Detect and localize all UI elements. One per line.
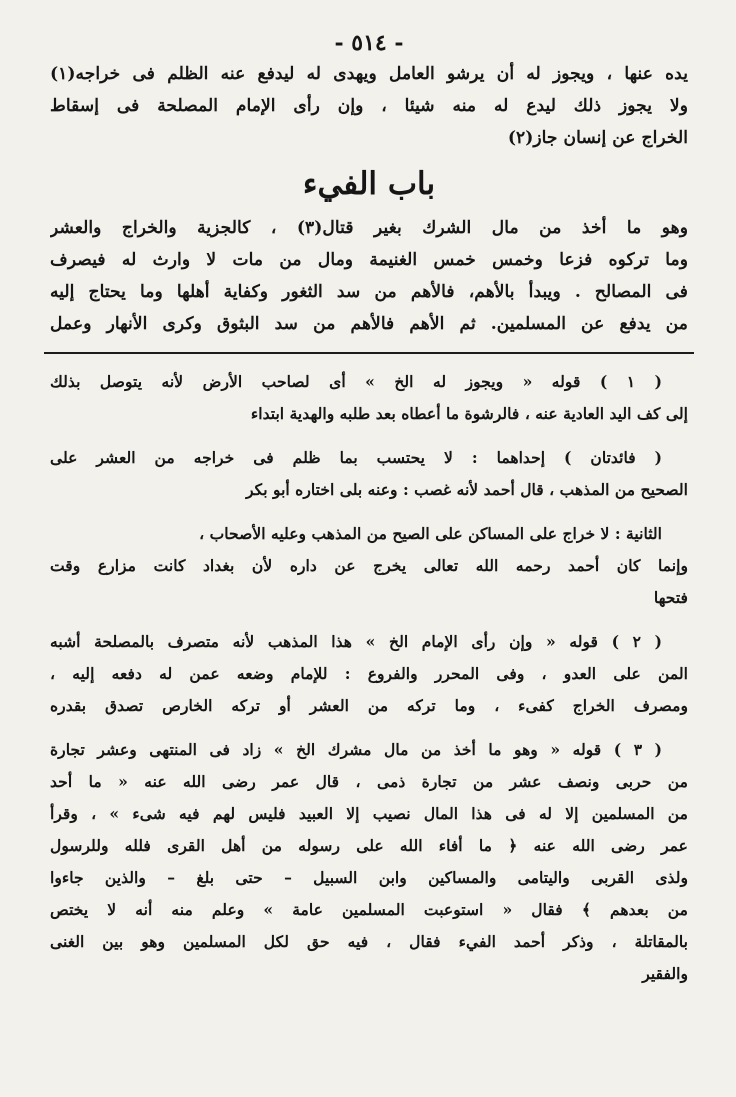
footnote-benefits: [50, 442, 688, 506]
main-text-body: [50, 212, 688, 340]
footnote-line: ( ٣ ) قوله « وهو ما أخذ من مال مشرك الخ » زاد فى المنتهى وعشر تجارة: [50, 740, 662, 759]
main-text-line: ولا يجوز ذلك ليدع له منه شيئا ، وإن رأى الإمام المصلحة فى إسقاط: [50, 96, 688, 116]
page-number: - ٥١٤ -: [334, 30, 404, 56]
main-text-top: [50, 58, 688, 154]
main-text-line: الخراج عن إنسان جاز(٢): [507, 128, 688, 148]
footnote-line: ( فائدتان ) إحداهما : لا يحتسب بما ظلم فى خراجه من العشر على: [50, 448, 662, 467]
footnote-line: من بعدهم ﴾ فقال « استوعبت المسلمين عامة » وعلم منه أنه لا يختص: [50, 900, 688, 919]
main-text-line: فى المصالح . ويبدأ بالأهم، فالأهم من سد الثغور وكفاية أهلها وما يحتاج إليه: [50, 282, 688, 302]
footnote-line: ولذى القربى واليتامى والمساكين وابن السبيل – حتى بلغ – والذين جاءوا: [50, 868, 688, 887]
footnote-second-benefit: [50, 518, 688, 614]
footnote-line: الصحيح من المذهب ، قال أحمد لأنه غصب : وعنه بلى اختاره أبو بكر: [246, 480, 688, 499]
footnote-line: ( ٢ ) قوله « وإن رأى الإمام الخ » هذا المذهب لأنه متصرف بالمصلحة أشبه: [50, 632, 662, 651]
main-text-line: من يدفع عن المسلمين. ثم الأهم فالأهم من سد البثوق وكرى الأنهار وعمل: [50, 314, 688, 334]
footnote-line: بالمقاتلة ، وذكر أحمد الفيء فقال ، فيه حق لكل المسلمين وهو بين الغنى: [50, 932, 688, 951]
footnote-line: والفقير: [642, 964, 688, 983]
footnote-line: ومصرف الخراج كفىء ، وما تركه من العشر أو تركه الخارص تصدق بقدره: [50, 696, 688, 715]
footnote-line: عمر رضى الله عنه ﴿ ما أفاء الله على رسوله من أهل القرى فلله وللرسول: [50, 836, 688, 855]
footnote-3: [50, 734, 688, 990]
footnote-1: [50, 366, 688, 430]
main-text-line: وهو ما أخذ من مال الشرك بغير قتال(٣) ، كالجزية والخراج والعشر: [50, 218, 688, 238]
footnote-line: وإنما كان أحمد رحمه الله تعالى يخرج عن داره لأن بغداد كانت مزارع وقت: [50, 556, 688, 575]
footnote-line: فتحها: [653, 588, 688, 607]
footnote-divider: [44, 352, 694, 354]
chapter-title: باب الفيء: [302, 166, 436, 202]
footnote-2: [50, 626, 688, 722]
footnote-line: ( ١ ) قوله « ويجوز له الخ » أى لصاحب الأرض لأنه يتوصل بذلك: [50, 372, 662, 391]
footnote-line: الثانية : لا خراج على المساكن على الصيح من المذهب وعليه الأصحاب ،: [199, 524, 662, 543]
footnote-line: المن على العدو ، وفى المحرر والفروع : للإمام وضعه عمن له دفعه إليه ،: [50, 664, 688, 683]
footnote-line: إلى كف اليد العادية عنه ، فالرشوة ما أعطاه بعد طلبه والهدية ابتداء: [250, 404, 688, 423]
footnote-line: من حربى ونصف عشر من تجارة ذمى ، قال عمر رضى الله عنه « ما أحد: [50, 772, 688, 791]
main-text-line: وما تركوه فزعا وخمس خمس الغنيمة ومال من مات لا وارث له فيصرف: [50, 250, 688, 270]
footnote-line: من المسلمين إلا له فى هذا المال نصيب إلا العبيد فليس لهم فيه شىء » ، وقرأ: [50, 804, 688, 823]
main-text-line: يده عنها ، ويجوز له أن يرشو العامل ويهدى له ليدفع عنه الظلم فى خراجه(١): [50, 64, 688, 84]
